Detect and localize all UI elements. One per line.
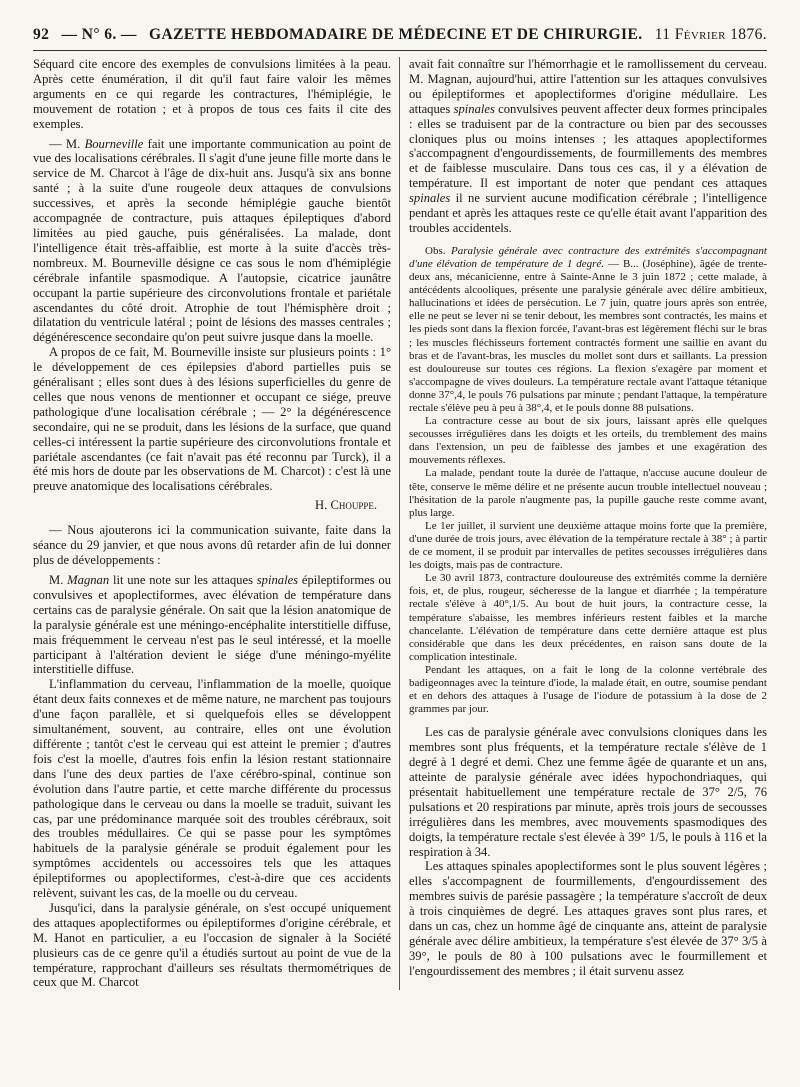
signature: H. Chouppe. xyxy=(315,498,377,513)
paragraph: L'inflammation du cerveau, l'inflammation de la moelle, quoique étant deux faits connexes et de même nature, ne marchent pas toujours d'une façon parallèle, et si quelquefois elles se développent simultanément, souvent, au contraire, elles ont une évolution différente ; tantôt c'est le cerveau qui est atteint le premier ; d'autres fois c'est la moelle, d'autres fois enfin la lésion restant stationnaire dans l'une des deux parties de l'axe cérébro-spinal, continue son évolution dans l'autre partie, et cette marche différente du processus pathologique dans le cerveau ou dans la moelle se traduit, suivant les cas, par une prédominance marquée soit des troubles cérébraux, soit des troubles médullaires. Ce qui se passe pour les symptômes habituels de la paralysie générale se produit également pour les symptômes accidentels ou accessoires tels que les attaques épileptiformes ou apoplectiformes, c'est-à-dire que ces accidents relèvent, suivant les cas, de la moelle ou du cerveau. xyxy=(33,677,391,901)
paragraph: Jusqu'ici, dans la paralysie générale, on s'est occupé uniquement des attaques apoplectiformes ou épileptiformes d'origine cérébrale, et M. Hanot en particulier, a eu l'occasion de signaler à la Société plusieurs cas de ce genre qu'il a étudiés surtout au point de vue de la température, rapprochant d'ailleurs ses résultats thermométriques de ceux que M. Charcot xyxy=(33,900,391,990)
issue-number: — N° 6. — xyxy=(61,26,137,43)
author-name: Bourneville xyxy=(84,136,144,151)
observation-paragraph: Pendant les attaques, on a fait le long de la colonne vertébrale des badigeonnages avec la teinture d'iode, la malade était, en outre, soumise pendant et en dehors des attaques à l'usage de l'iodure de potassium à la dose de 2 grammes par jour. xyxy=(409,663,767,716)
paragraph: M. Magnan lit une note sur les attaques spinales épileptiformes ou convulsives et apoplectiformes, avec élévation de température dans certains cas de paralysie générale. On sait que la lésion anatomique de la paralysie générale est une méningo-encéphalite interstitielle diffuse, mais fréquemment le cerveau n'est pas le seul intéressé, et la moelle participant à l'altération devient le siége d'une méningo-myélite interstitielle diffuse. xyxy=(33,573,392,677)
observation-paragraph: Le 1er juillet, il survient une deuxième attaque moins forte que la première, d'une durée de trois jours, avec élévation de la température rectale à 38° ; à partir de ce moment, il se produit par intervalles de petites secousses irrégulières dans les doigts, mais pas de contracture. xyxy=(409,519,767,572)
page-number: 92 xyxy=(33,26,50,43)
text-columns xyxy=(33,57,767,990)
paragraph: A propos de ce fait, M. Bourneville insiste sur plusieurs points : 1° le développement de ces épilepsies d'abord partielles puis se généralisant ; elles sont dues à des lésions superficielles du genre de celles que nous venons de mentionner et occupant ce siége, preuve pathologique d'une localisation cérébrale ; — 2° la dégénérescence secondaire, qui ne se produit, dans les lésions de la surface, que quand celles-ci intéressent la partie supérieure des circonvolutions frontale et pariétale ascendantes (ce fait n'avait pas été reconnu par Turck), il a été mis hors de doute par les observations de M. Charcot) : c'est là une preuve anatomique des localisations cérébrales. xyxy=(33,345,391,494)
journal-title: GAZETTE HEBDOMADAIRE DE MÉDECINE ET DE CHIRURGIE. xyxy=(149,26,643,43)
issue-date: 11 Février 1876. xyxy=(654,26,767,43)
author-name: Magnan xyxy=(67,573,110,587)
paragraph: Les cas de paralysie générale avec convulsions cloniques dans les membres sont plus fréquents, et la température rectale s'élève de 1 degré à 1 degré et demi. Chez une femme âgée de quarante et un ans, atteinte de paralysie générale avec idées hypochondriaques, qui présentait habituellement une température rectale de 37° 2/5, 76 pulsations et 20 respirations par minute, après trois jours de secousses irrégulières dans les membres, avec mouvements spasmodiques des doigts, la température rectale s'est élevée à 39° 1/5, le pouls à 116 et la respiration à 34. xyxy=(409,725,767,859)
left-column xyxy=(33,57,400,990)
observation-paragraph: La malade, pendant toute la durée de l'attaque, n'accuse aucune douleur de tête, conserve le même délire et ne présente aucun trouble intellectuel nouveau ; l'hésitation de la parole n'augmente pas, la pupille gauche reste comme avant, plus large. xyxy=(409,467,767,519)
observation-paragraph: Le 30 avril 1873, contracture douloureuse des extrémités comme la dernière fois, et, de plus, rougeur, sécheresse de la langue et diarrhée ; la température rectale s'élève à 40°,1/5. Au bout de huit jours, la contracture cesse, la température s'abaisse, les membres inférieurs restent faibles et la marche chancelante. L'élévation de température dans cette dernière attaque est plus considérable que dans les deux précédentes, en raison sans doute de la complication intestinale. xyxy=(409,572,767,663)
observation-title: Paralysie générale avec contracture des extrémités s'accompagnant d'une élévation de température de 1 degré. xyxy=(409,244,767,270)
right-column xyxy=(407,57,767,990)
paragraph: Les attaques spinales apoplectiformes sont le plus souvent légères ; elles s'accompagnent de fourmillements, d'engourdissement des membres suivis de parésie passagère ; la température s'accroît de deux à trois cinquièmes de degré. Les attaques graves sont plus rares, et dans un cas, chez un homme âgé de cinquante ans, atteint de paralysie générale avec délire ambitieux, la température s'est élevée de 37° 3/5 à 39°, le pouls de 80 à 100 pulsations avec le fourmillement et l'engourdissement des membres ; il était survenu assez xyxy=(409,859,767,978)
paragraph: — Nous ajouterons ici la communication suivante, faite dans la séance du 29 janvier, et que nous avons dû retarder afin de lui donner plus de développements : xyxy=(33,523,391,568)
paragraph: — M. Bourneville fait une importante communication au point de vue des localisations cérébrales. Il s'agit d'une jeune fille morte dans le service de M. Charcot à l'âge de dix-huit ans. Jusqu'à six ans bonne santé ; à la suite d'une rougeole deux attaques de convulsions successives, et après la seconde hémiplégie gauche bientôt accompagnée de contracture, puis attaques épileptiques d'abord limitées au pied gauche, puis généralisées. La malade, dont l'intelligence était très-affaiblie, est morte à la suite d'accès très-nombreux. M. Bourneville désigne ce cas sous le nom d'hémiplégie cérébrale infantile spasmodique. A l'autopsie, cicatrice jaunâtre occupant la partie supérieure des circonvolutions frontale et pariétale ascendantes du côté droit. Atrophie de tout l'hémisphère droit ; dilatation du ventricule latéral ; point de lésions des masses centrales ; dégénérescence secondaire qu'on peut suivre jusque dans la moelle. xyxy=(33,136,391,345)
page-header xyxy=(33,26,767,51)
observation-paragraph: La contracture cesse au bout de six jours, laissant après elle quelques secousses irrégulières dans les doigts et les orteils, du tremblement des mains dans l'extension, un peu de faiblesse des jambes et une exagération des mouvements réflexes. xyxy=(409,415,767,467)
paragraph: avait fait connaître sur l'hémorrhagie et le ramollissement du cerveau. M. Magnan, aujourd'hui, attire l'attention sur les attaques convulsives ou épileptiformes et apoplectiformes d'origine médullaire. Les attaques spinales convulsives peuvent affecter deux formes principales : elles se traduisent par de la contracture ou bien par des secousses cloniques plus ou moins intenses ; les attaques apoplectiformes s'accompagnent d'engourdissements, de fourmillements des membres et de faiblesse musculaire. Dans tous ces cas, il y a élévation de température. Il est important de noter que pendant ces attaques spinales il ne survient aucune modification cérébrale ; l'intelligence pendant et après les attaques reste ce qu'elle était avant l'apparition des troubles accidentels. xyxy=(409,57,767,235)
paragraph: Séquard cite encore des exemples de convulsions limitées à la peau. Après cette énumération, il dit qu'il faut faire valoir les mêmes arguments en ce qui regarde les contractures, l'hémiplégie, le mouvement de rotation ; et à propos de tous ces faits il cite des exemples. xyxy=(33,57,391,131)
observation-paragraph: Obs. Paralysie générale avec contracture des extrémités s'accompagnant d'une élévation de température de 1 degré. — B... (Joséphine), âgée de trente-deux ans, mécanicienne, entre à Sainte-Anne le 3 juin 1872 ; cette malade, à antécédents alcooliques, présente une paralysie générale avec délire ambitieux, hallucinations et idées de persécution. Le 7 juin, quatre jours après son entrée, elle ne peut se lever ni se tenir debout, les membres sont contractés, les mains et les pieds sont dans la flexion forcée, l'avant-bras est légèrement fléchi sur le bras ; les muscles fléchisseurs fortement contractés forment une saillie en avant du bras et de l'avant-bras, les muscles du mollet sont durs et saillants. La pression est douloureuse sur toutes ces régions. La flexion s'exagère par moment et s'accompagne de vives douleurs. La température rectale avant l'attaque tétanique donne 37°,4, le pouls 76 pulsations par minute ; pendant l'attaque, la température rectale s'élève peu à peu à 38°,4, et le pouls donne 88 pulsations. xyxy=(409,244,767,414)
